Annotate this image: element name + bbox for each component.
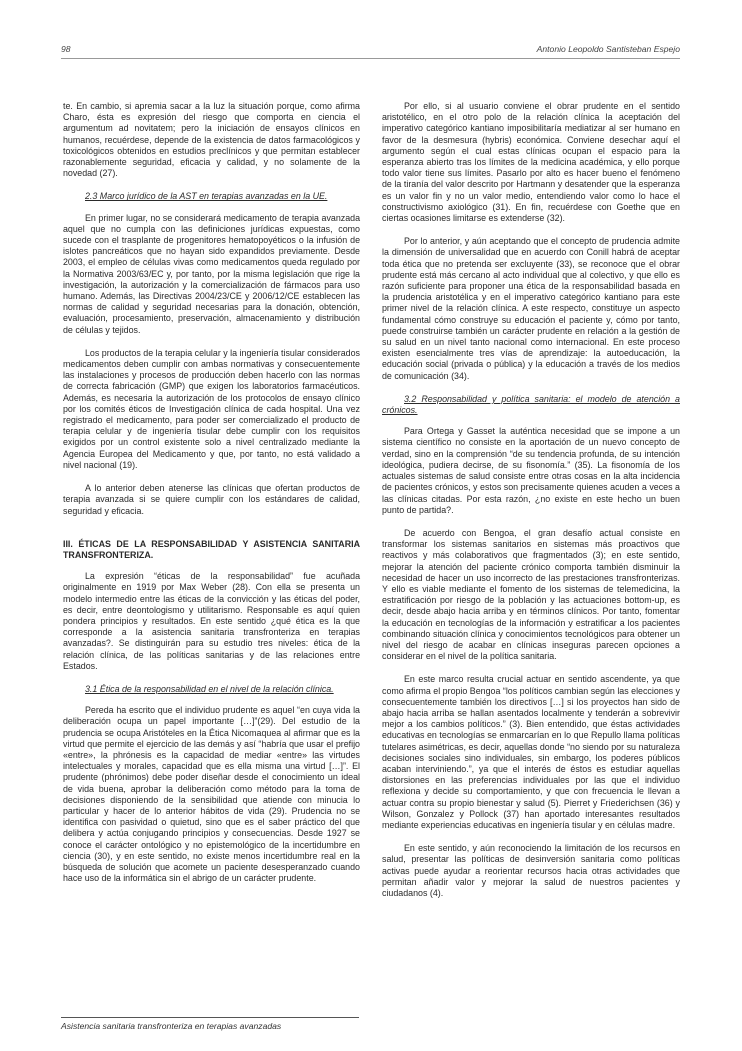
subsection-heading: 3.2 Responsabilidad y política sanitaria: el modelo de atención a crónicos. (382, 393, 680, 416)
paragraph: Por lo anterior, y aún aceptando que el concepto de prudencia admite la dimensión de universalidad que en acuerdo con Conill habrá de aceptar toda ética que no pretenda ser excluyente (33), se reconoce que el obrar prudente está más cercano al acto individual que al colectivo, y que ello es razón suficiente para proponer una ética de la responsabilidad basada en la prudencia aristotélica y en el imperativo categórico kantiano para este primer nivel de la relación clínica. A este respecto, constituye un aspecto fundamental cómo construye su educación el paciente y, cómo por tanto, puede construirse también un carácter prudente en relación a la gestión de su salud en un nivel tanto nacional como internacional. En este proceso existen esencialmente tres vías de aprendizaje: la autoeducación, la educación social (privada o pública) y la educación a través de los medios de comunicación (34). (382, 236, 680, 381)
paragraph: De acuerdo con Bengoa, el gran desafío actual consiste en transformar los sistemas sanitarios en sistemas más proactivos que reactivos y más colaborativos que fragmentados (3); en este sentido, mejorar la atención del paciente crónico comporta también disminuir la necesidad de hacer un uso incorrecto de las prestaciones transfronterizas. Y ello es viable mediante el fomento de los sistemas de telemedicina, la estratificación por riesgo de la población y las actuaciones bottom-up, es decir, desde abajo hacia arriba y en términos clínicos. Por tanto, fomentar la educación en tecnologías de la información y estratificar a los pacientes combinando situación clínica y conocimientos tecnológicos para obtener un nivel del riesgo de acabar en clínicas inseguras parecen opciones a considerar en el nivel de la política sanitaria. (382, 527, 680, 662)
paragraph: En este sentido, y aún reconociendo la limitación de los recursos en salud, presentar las políticas de desinversión sanitaria como políticas activas puede ayudar a reorientar recursos hacia otras actividades que permitan añadir valor y mejorar la salud de nuestros pacientes y ciudadanos (4). (382, 843, 680, 898)
header-divider (61, 58, 680, 59)
right-column (382, 101, 680, 911)
paragraph: Por ello, si al usuario conviene el obrar prudente en el sentido aristotélico, en el otro polo de la relación clínica la aceptación del imperativo categórico kantiano imposibilitaría mediatizar al ser humano en favor de la desmesura (hybris) económica. Conviene desechar aquí el argumento según el cual estas clínicas ocupan el espacio para la esperanza abierto tras los límites de la medicina académica, y ello porque todo valor tiene sus límites. Pasarlo por alto es hacer bueno el fenómeno de la tiranía del valor descrito por Hartmann y desatender que la esperanza es un valor fin y no un valor medio, entendiendo valor como lo hace el constructivismo axiológico (31). En fin, recuérdese con Goethe que en ciertas ocasiones limitarse es extenderse (32). (382, 101, 680, 224)
paragraph: Los productos de la terapia celular y la ingeniería tisular considerados medicamentos deben cumplir con ambas normativas y consecuentemente las instalaciones y procesos de producción deben hacerlo con las normas de correcta fabricación (GMP) que exigen los laboratorios farmacéuticos. Además, es necesaria la autorización de los protocolos de ensayo clínico por los comités éticos de Investigación clínica de cada hospital. Una vez registrado el medicamento, para poder ser comercializado el producto de terapia celular y de ingeniería tisular debe cumplir con los requisitos exigidos por un control existente solo a nivel centralizado mediante la Agencia Europea del Medicamento y que, por tanto, no está validado a nivel nacional (19). (63, 347, 360, 470)
paragraph: A lo anterior deben atenerse las clínicas que ofertan productos de terapia avanzada si se quiere cumplir con los estándares de calidad, seguridad y eficacia. (63, 483, 360, 516)
paragraph: En primer lugar, no se considerará medicamento de terapia avanzada aquel que no cumpla con las definiciones jurídicas expuestas, como sucede con el trasplante de progenitores hematopoyéticos o la infusión de islotes pancreáticos que no hayan sido expandidos previamente. Desde 2003, el empleo de células vivas como medicamentos queda regulado por la Normativa 2003/63/EC y, por tanto, por la misma legislación que rige la investigación, la autorización y la comercialización de fármacos para uso humano. Además, las Directivas 2004/23/CE y 2006/12/CE establecen las normas de calidad y seguridad necesarias para la donación, obtención, evaluación, procesamiento, preservación, almacenamiento y distribución de células y tejidos. (63, 212, 360, 335)
paragraph: te. En cambio, si apremia sacar a la luz la situación porque, como afirma Charo, ésta es expresión del riesgo que comporta en ciencia el argumentum ad novitatem; pero la iniciación de ensayos clínicos en humanos, recuérdese, depende de la existencia de datos farmacológicos y toxicológicos obtenidos en estudios preclínicos y que permitan establecer razonablemente seguridad, eficacia y calidad, y no solamente de la novedad (27). (63, 101, 360, 179)
paragraph: Pereda ha escrito que el individuo prudente es aquel “en cuya vida la deliberación ocupa un papel importante […]”(29). Del estudio de la prudencia se ocupa Aristóteles en la Ética Nicomaquea al afirmar que es la virtud que permite el ejercicio de las demás y así “habría que usar el prefijo «entre», la phrónesis es la capacidad de mediar «entre» las virtudes intelectuales y morales, capacidad que es ella misma una virtud […]”. El prudente (phrónimos) debe poder diseñar desde el conocimiento un ideal de vida buena, aprobar la deliberación como método para la toma de decisiones disponiendo de la sensibilidad que atiende con minucia lo particular y hacer de lo anterior hábitos de vida (29). Prudencia no se identifica con pasividad o quietud, sino que es el saber práctico del que delibera y actúa conjugando principios y consecuencias. Desde 1927 se conoce el carácter ontológico y no epistemológico de la incertidumbre en ciencia (30), y en este sentido, no existe menos incertidumbre real en la búsqueda de solución que acomete un paciente desesperanzado cuando hace uso de la informática sin el abrigo de un carácter prudente. (63, 705, 360, 884)
footer-divider (61, 1017, 359, 1018)
subsection-heading: 3.1 Ética de la responsabilidad en el nivel de la relación clínica. (85, 683, 334, 694)
running-header-author: Antonio Leopoldo Santisteban Espejo (536, 44, 680, 54)
running-footer-journal: Asistencia sanitaria transfronteriza en terapias avanzadas (61, 1021, 282, 1031)
left-column (63, 101, 360, 896)
paragraph: En este marco resulta crucial actuar en sentido ascendente, ya que como afirma el propio Bengoa “los políticos cambian según las elecciones y consecuentemente también los directivos […] si los proyectos han sido de abajo hacia arriba se hallan asentados localmente y tenderán a sobrevivir mejor a los cambios políticos.” (3). Bien entendido, que éstas actividades educativas en tecnologías se enmarcarían en lo que Repullo llama políticas tutelares asimétricas, es decir, aquellas donde “no siendo por su naturaleza decisiones sociales sino individuales, sin embargo, los poderes públicos acaban interviniendo.”, ya que el interés de éstos es estudiar aquellas distorsiones en las preferencias individuales por las que el individuo reflexiona y decide su comportamiento, y que con frecuencia le llevan a actuar contra su propio bienestar y salud (5). Pierret y Friederichsen (36) y Wilson, Gonzalez y Pollock (37) han aportado interesantes resultados mediante experiencias educativas en ingeniería tisular y en células madre. (382, 674, 680, 830)
section-heading: III. ÉTICAS DE LA RESPONSABILIDAD Y ASISTENCIA SANITARIA TRANSFRONTERIZA. (63, 538, 360, 560)
subsection-heading: 2.3 Marco jurídico de la AST en terapias avanzadas en la UE. (85, 191, 328, 202)
paragraph: La expresión “éticas de la responsabilidad” fue acuñada originalmente en 1919 por Max Weber (28). Con ella se presenta un modelo intermedio entre las éticas de la convicción y las éticas del poder, es decir, entre deontologismo y utilitarismo. Responsable es aquí quien pondera principios y resultados. En este sentido ¿qué ética es la que corresponde a la asistencia sanitaria transfronteriza en terapias avanzadas?. Se distinguirán para su estudio tres niveles: ética de la relación clínica, de las políticas sanitarias y de las relaciones entre Estados. (63, 571, 360, 671)
page-number: 98 (61, 44, 71, 54)
paragraph: Para Ortega y Gasset la auténtica necesidad que se impone a un sistema científico no consiste en la aportación de un nuevo concepto de verdad, sino en la comprensión “de su tendencia profunda, de su intención ideológica, pudiera decirse, de su fisonomía.” (35). La fisonomía de los actuales sistemas de salud consiste entre otras cosas en la alta incidencia de pacientes crónicos, y estos son precisamente quienes acuden a veces a las clínicas citadas. Por esta razón, ¿no existe en este hecho un buen punto de partida?. (382, 426, 680, 515)
